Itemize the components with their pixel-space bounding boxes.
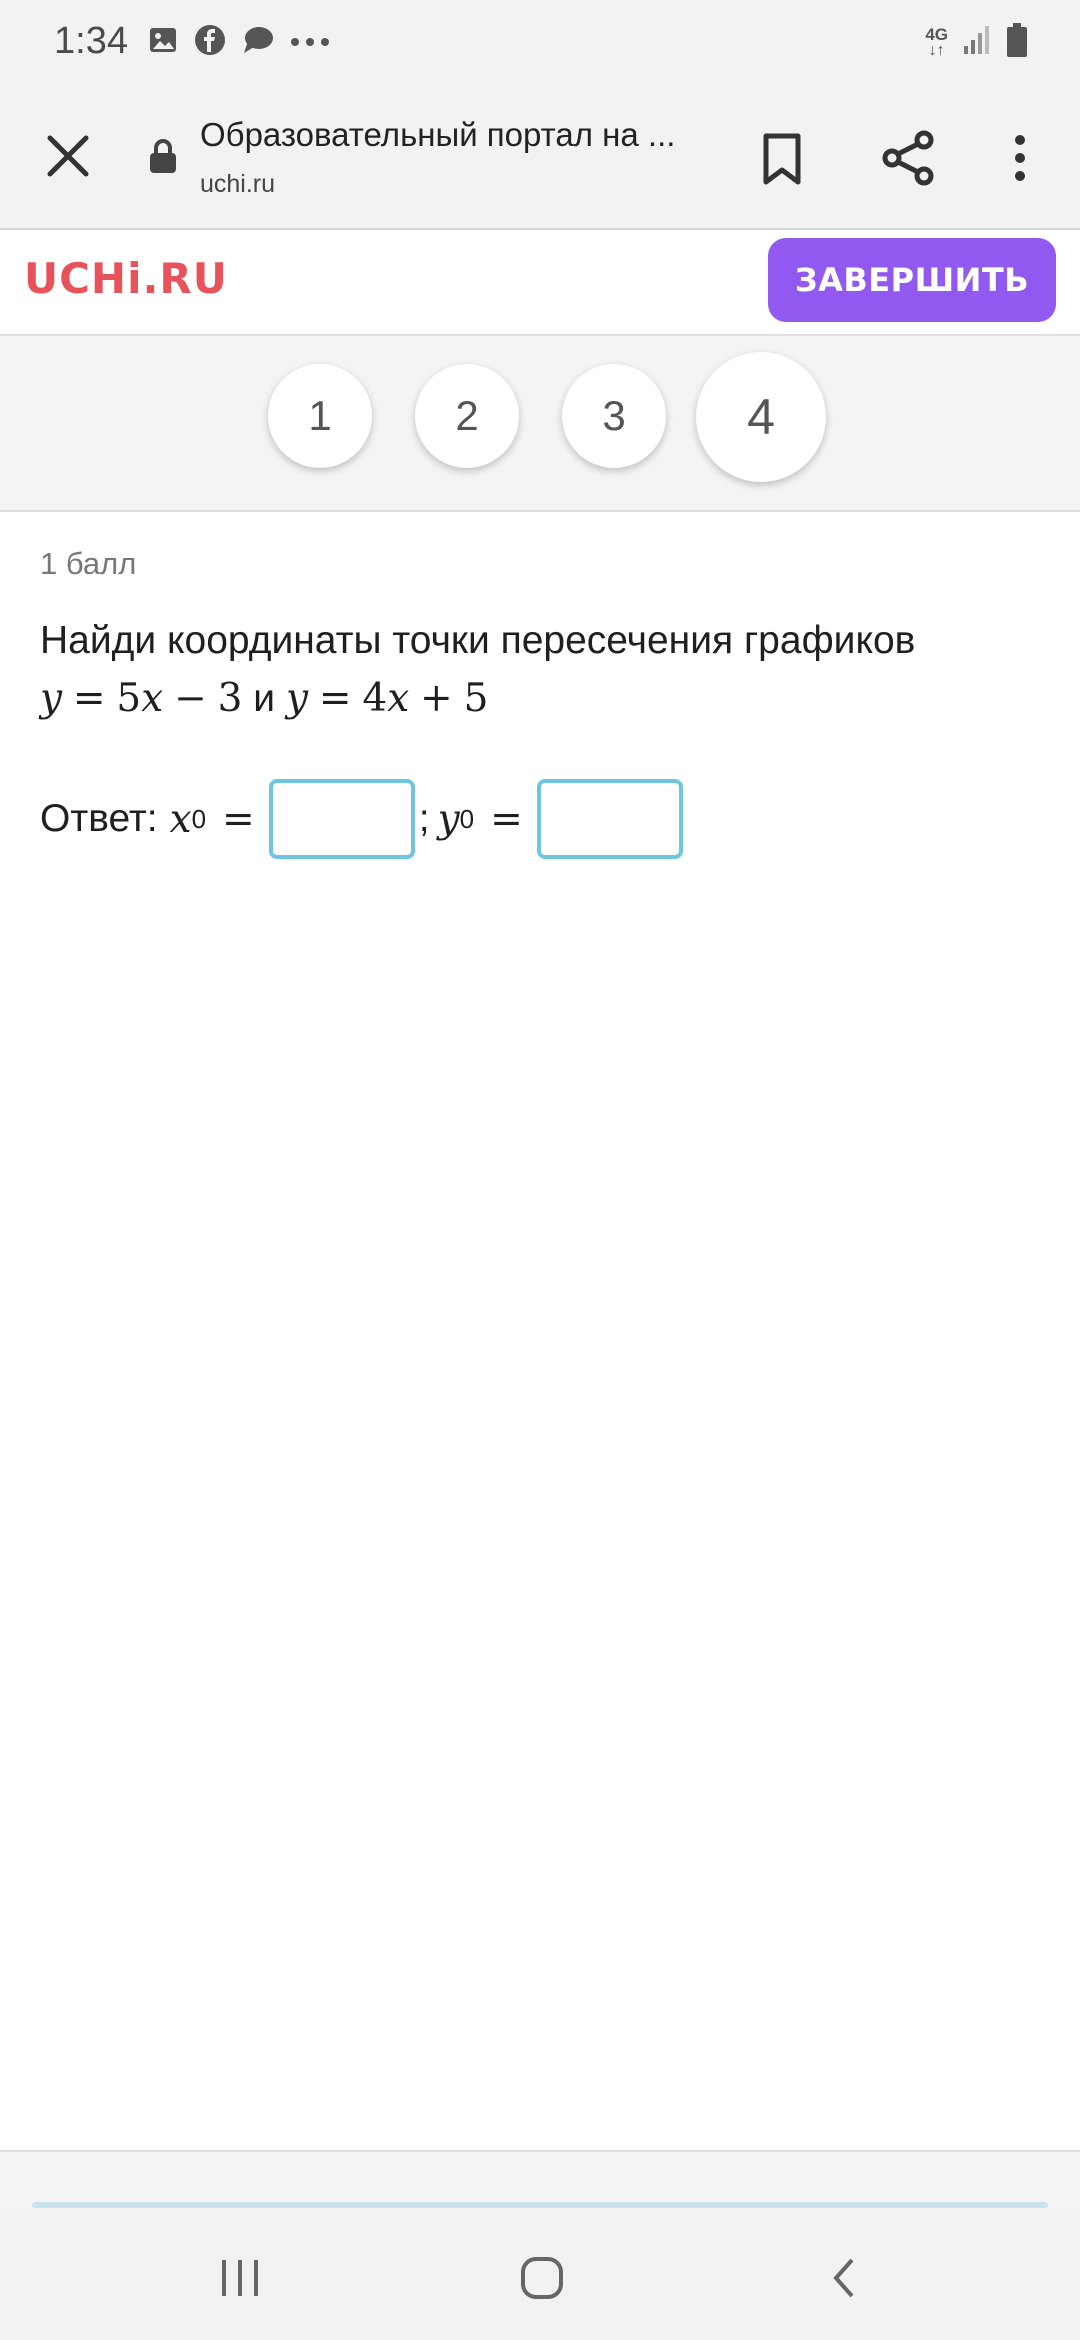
system-navigation-bar — [0, 2212, 1080, 2340]
system-icons — [925, 22, 1028, 63]
browser-toolbar — [0, 86, 1080, 230]
more-vert-icon — [1000, 126, 1040, 190]
answer-label: Ответ: — [40, 797, 158, 840]
close-button[interactable] — [36, 124, 100, 188]
question-equations — [40, 670, 915, 728]
question-text: Найди координаты точки пересечения графиков — [40, 619, 916, 662]
eq1-var: x — [141, 676, 164, 721]
task-4-button[interactable]: 4 — [696, 352, 826, 482]
uchi-logo[interactable]: UCHi.RU — [24, 254, 228, 303]
close-icon — [36, 124, 100, 188]
answer-separator: ; — [418, 797, 430, 840]
finish-button[interactable]: ЗАВЕРШИТЬ — [768, 238, 1056, 322]
bookmark-button[interactable] — [752, 126, 812, 190]
home-button[interactable] — [506, 2246, 578, 2310]
home-icon — [518, 2254, 566, 2302]
signal-icon — [962, 24, 992, 61]
task-navigation — [0, 336, 1080, 512]
answer-row — [40, 778, 687, 860]
status-bar — [0, 0, 1080, 86]
eq1-coef: 5 — [116, 676, 142, 721]
back-icon — [824, 2254, 864, 2302]
x0-subscript: 0 — [191, 803, 207, 834]
conjunction: и — [253, 677, 276, 720]
eq2-const: 5 — [463, 676, 489, 721]
message-icon — [242, 25, 274, 60]
page-title[interactable]: Образовательный портал на ... — [200, 116, 676, 153]
y0-equals: = — [490, 796, 523, 842]
eq1-op: − — [174, 676, 207, 721]
eq2-lhs: y — [285, 676, 308, 721]
eq1-const: 3 — [217, 676, 243, 721]
network-4g-icon: 4G ↓↑ — [925, 24, 948, 59]
task-points: 1 балл — [40, 546, 137, 581]
eq2-op: + — [420, 676, 453, 721]
y0-input[interactable] — [537, 779, 683, 859]
eq2-var: x — [387, 676, 410, 721]
task-3-button[interactable]: 3 — [562, 364, 666, 468]
back-button[interactable] — [808, 2246, 880, 2310]
eq2-equals: = — [318, 676, 352, 721]
eq1-lhs: y — [40, 676, 63, 721]
more-options-button[interactable] — [1000, 126, 1040, 190]
question — [40, 612, 915, 728]
x0-input[interactable] — [269, 779, 415, 859]
eq1-equals: = — [72, 676, 106, 721]
x0-equals: = — [222, 796, 255, 842]
task-1-button[interactable]: 1 — [268, 364, 372, 468]
notification-icons — [148, 24, 330, 61]
task-2-button[interactable]: 2 — [415, 364, 519, 468]
facebook-icon — [194, 24, 226, 61]
share-button[interactable] — [876, 126, 940, 190]
recent-apps-button[interactable] — [204, 2246, 276, 2310]
y0-var: y — [437, 796, 460, 842]
x0-var: x — [169, 796, 192, 842]
more-notifications-icon — [290, 34, 330, 52]
bookmark-icon — [752, 126, 812, 190]
status-time: 1:34 — [54, 20, 128, 62]
eq2-coef: 4 — [362, 676, 388, 721]
y0-subscript: 0 — [459, 803, 475, 834]
site-header — [0, 230, 1080, 336]
recent-apps-icon — [216, 2256, 264, 2300]
image-icon — [148, 25, 178, 60]
page-url[interactable]: uchi.ru — [200, 170, 276, 198]
share-icon — [876, 126, 940, 190]
battery-icon — [1006, 22, 1028, 63]
bottom-progress-line — [32, 2202, 1048, 2208]
lock-icon — [148, 138, 178, 179]
